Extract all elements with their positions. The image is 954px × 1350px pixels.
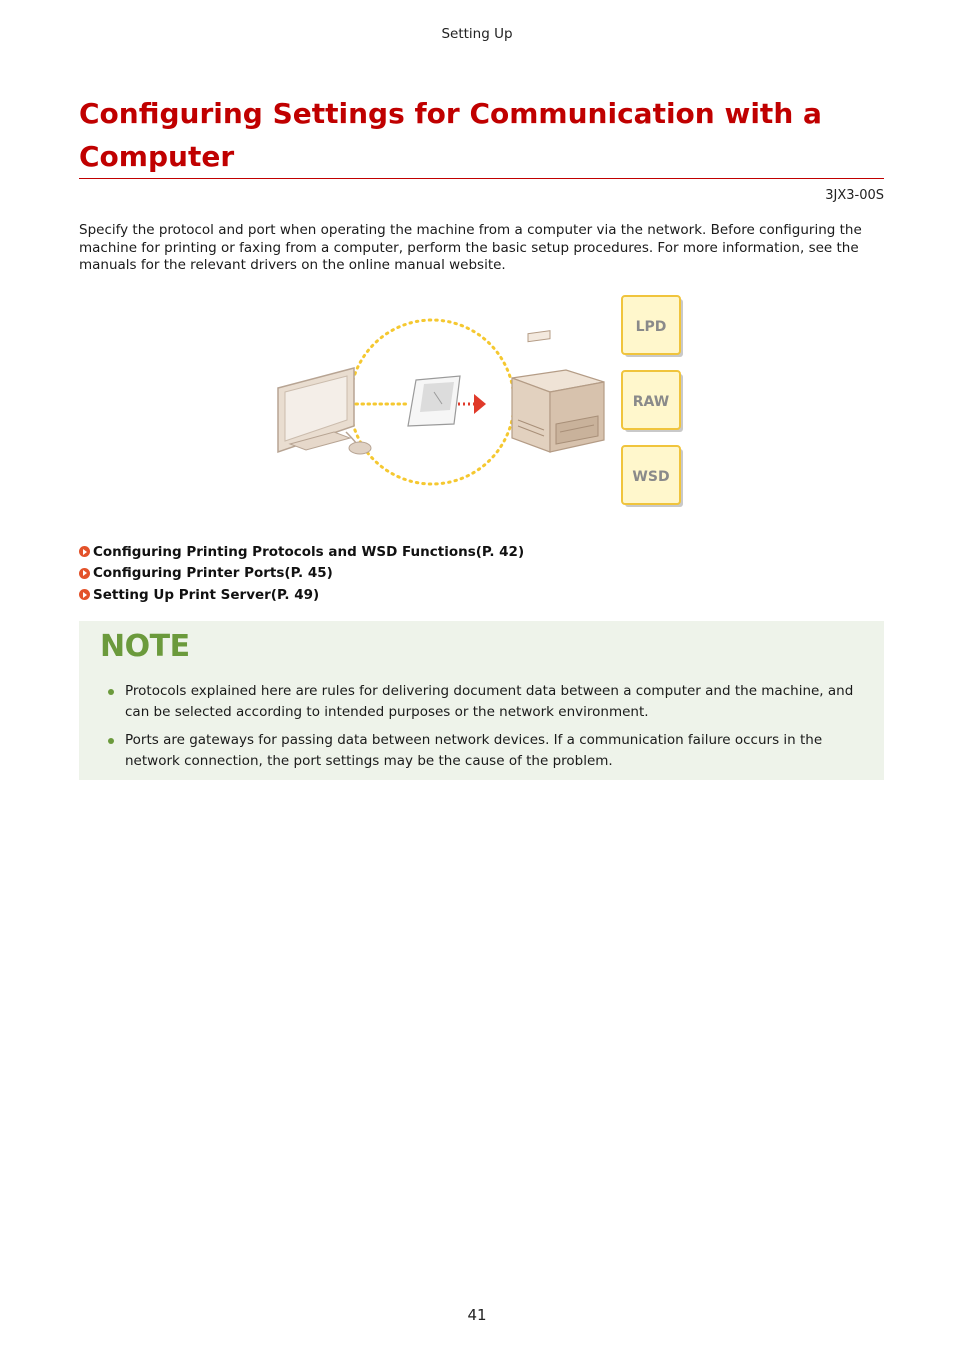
note-list — [107, 681, 867, 779]
badge-raw — [622, 371, 683, 432]
network-illustration — [270, 292, 690, 512]
title-rule — [79, 178, 884, 179]
document-icon — [408, 376, 460, 426]
transfer-arrow-icon — [458, 394, 486, 414]
computer-icon — [278, 368, 371, 454]
bullet-icon — [108, 689, 114, 695]
link-print-server[interactable] — [79, 584, 884, 606]
arrow-circle-icon — [79, 568, 90, 579]
note-item-text: Ports are gateways for passing data between network devices. If a communication failure occurs in the network connection, the port settings may be the cause of the problem. — [125, 732, 823, 769]
printer-icon — [512, 331, 604, 452]
note-heading: NOTE — [100, 629, 190, 664]
document-code: 3JX3-00S — [825, 188, 884, 203]
badge-wsd-label: WSD — [632, 469, 670, 485]
bullet-icon — [108, 738, 114, 744]
badge-lpd-label: LPD — [635, 319, 667, 335]
running-header: Setting Up — [441, 26, 513, 42]
arrow-circle-icon — [79, 546, 90, 557]
link-printer-ports[interactable] — [79, 563, 884, 585]
intro-paragraph: Specify the protocol and port when operating the machine from a computer via the network. Before configuring the machine for printing or faxing from a computer, perform the basic setup procedures. For more information, see the manuals for the relevant drivers on the online manual website. — [79, 222, 862, 273]
link-printing-protocols[interactable] — [79, 541, 884, 563]
badge-wsd — [622, 446, 683, 507]
link-label: Setting Up Print Server(P. 49) — [93, 586, 320, 603]
link-label: Configuring Printing Protocols and WSD Functions(P. 42) — [93, 543, 525, 560]
note-item — [107, 730, 867, 772]
page-number: 41 — [467, 1306, 487, 1324]
note-box — [79, 621, 884, 780]
note-item-text: Protocols explained here are rules for delivering document data between a computer and the machine, and can be selected according to intended purposes or the network environment. — [125, 683, 854, 720]
page-title: Configuring Settings for Communication with a Computer — [79, 97, 822, 173]
badge-raw-label: RAW — [632, 394, 670, 410]
note-item — [107, 681, 867, 723]
arrow-circle-icon — [79, 589, 90, 600]
badge-lpd — [622, 296, 683, 357]
link-label: Configuring Printer Ports(P. 45) — [93, 565, 333, 582]
related-links — [79, 541, 884, 606]
